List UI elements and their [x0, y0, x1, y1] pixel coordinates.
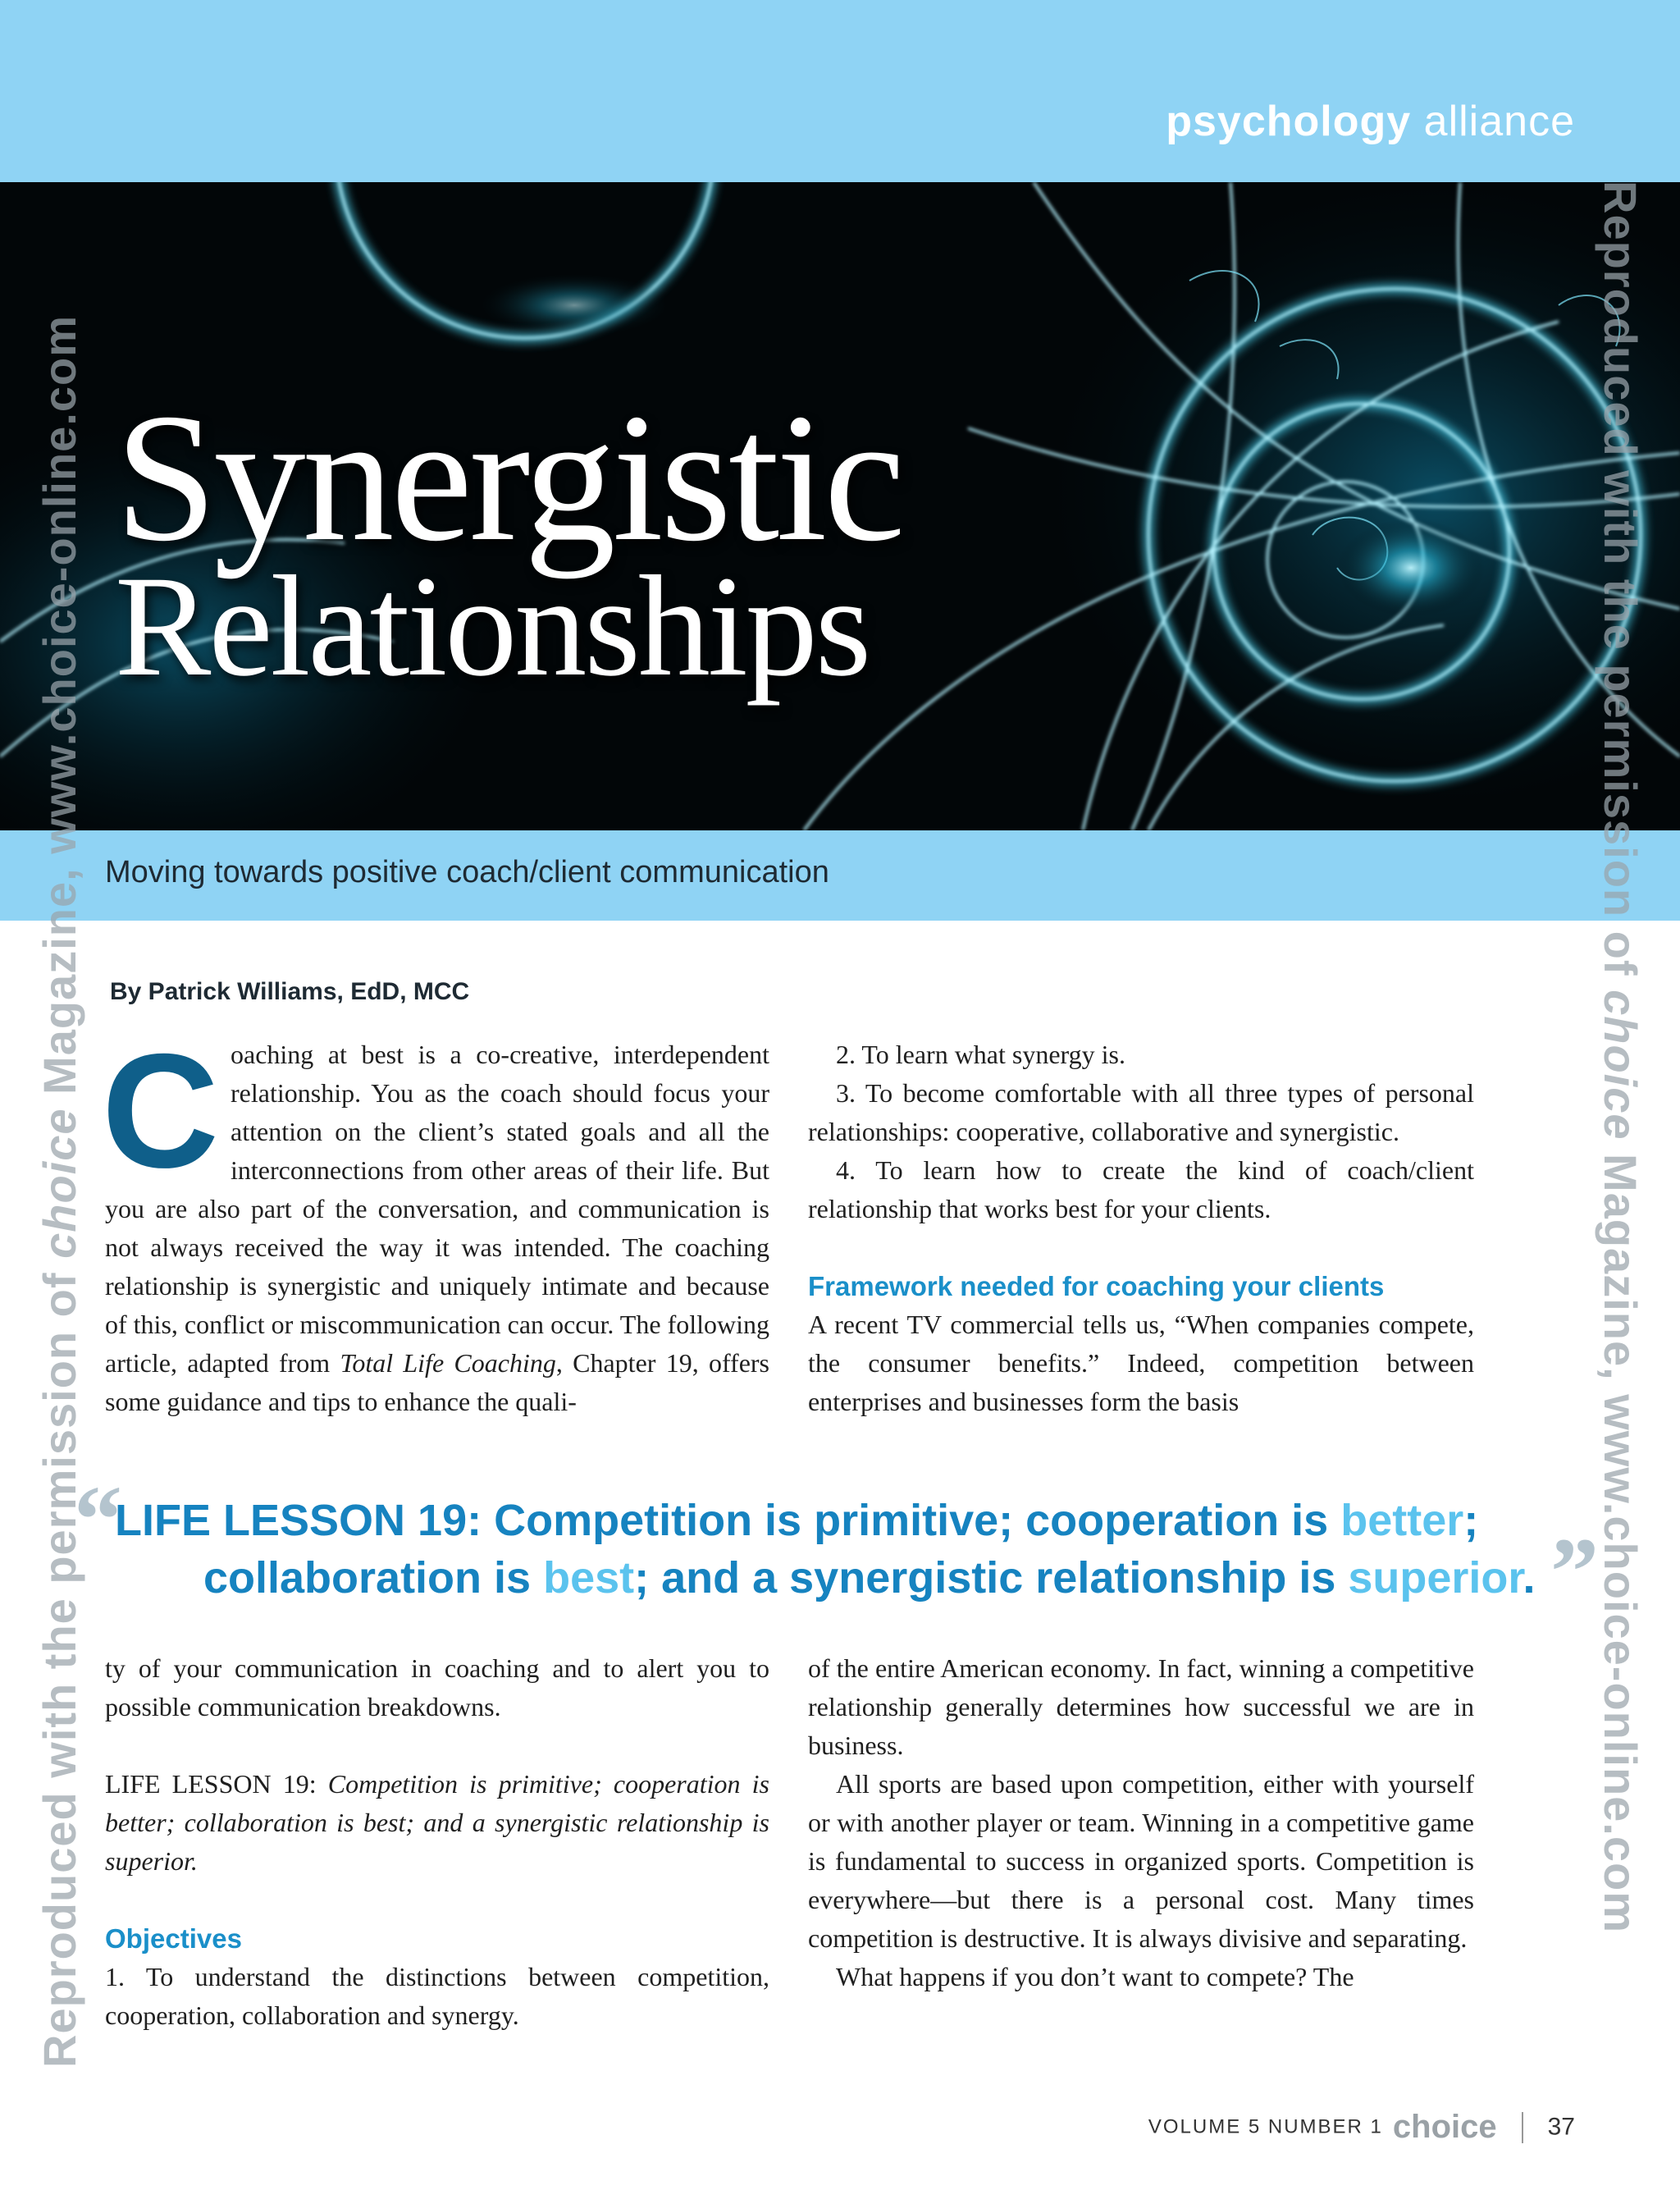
page-number: 37: [1547, 2113, 1575, 2141]
objective-1: 1. To understand the distinctions between competition, cooperation, collaboration and synergy.: [105, 1962, 769, 2030]
watermark-left-em: choice: [34, 1108, 85, 1259]
watermark-left-pre: Reproduced with the permission of: [34, 1258, 85, 2068]
pull-quote-line-1: [115, 1495, 1478, 1546]
top-band: [0, 0, 1680, 182]
spacer: [808, 1228, 1474, 1267]
page-footer: [1148, 2109, 1575, 2146]
pull-quote-p1: Competition is primitive; cooperation is: [482, 1496, 1341, 1545]
pull-quote-p5: .: [1522, 1553, 1536, 1602]
objective-2: 2. To learn what synergy is.: [836, 1040, 1125, 1069]
pull-quote-p4: ; and a synergistic relationship is: [634, 1553, 1349, 1602]
pull-quote: [74, 1465, 1632, 1626]
article-subtitle: Moving towards positive coach/client communication: [105, 855, 829, 889]
life-lesson-italic: Competition is primitive; cooperation is better; collaboration is best; and a synergistic relationship is superior.: [105, 1769, 770, 1876]
section-label-bold: psychology: [1166, 98, 1412, 145]
volume-label: VOLUME 5 NUMBER 1: [1148, 2115, 1383, 2138]
watermark-right-post: Magazine, www.choice-online.com: [1595, 1140, 1646, 1934]
article-title: [115, 376, 902, 706]
pull-quote-lead: LIFE LESSON 19:: [115, 1496, 482, 1545]
pull-quote-line-2: [203, 1552, 1535, 1603]
open-quote-mark: “: [74, 1465, 122, 1573]
intro-text-pre: oaching at best is a co-creative, interdependent relationship. You as the coach should focus your attention on the client’s stated goals and all the interconnections from other areas of their life. But you are also part of the conversation, and communication is not always received the way it was intended. The coaching relationship is synergistic and uniquely intimate and because of this, conflict or miscommunication can occur. The following article, adapted from: [105, 1040, 769, 1378]
subhead-objectives: Objectives: [105, 1923, 242, 1954]
intro-continuation: ty of your communication in coaching and to alert you to possible communication breakdowns.: [105, 1653, 769, 1721]
compete-paragraph: What happens if you don’t want to compete? The: [836, 1962, 1354, 1991]
watermark-left: [33, 315, 86, 2068]
spacer: [105, 1726, 769, 1765]
section-label: [1166, 97, 1575, 146]
economy-paragraph: of the entire American economy. In fact, winning a competitive relationship generally determines how successful we are in business.: [808, 1653, 1474, 1760]
drop-cap: C: [102, 1020, 219, 1201]
title-line-2: Relationships: [115, 546, 870, 706]
intro-paragraph: [102, 1020, 770, 1421]
watermark-left-post: Magazine, www.choice-online.com: [34, 314, 85, 1109]
section-label-rest: alliance: [1411, 98, 1575, 145]
watermark-right-pre: Reproduced with the permission of: [1595, 181, 1646, 990]
watermark-right: [1594, 181, 1647, 1933]
pull-quote-p2: ;: [1463, 1496, 1479, 1545]
byline: By Patrick Williams, EdD, MCC: [110, 978, 470, 1005]
intro-text-post: , Chapter 19, offers some guidance and tips to enhance the quali-: [105, 1348, 770, 1416]
column-right-bottom: [808, 1649, 1474, 1996]
pull-quote-superior: superior: [1348, 1553, 1523, 1602]
framework-paragraph: A recent TV commercial tells us, “When companies compete, the consumer benefits.” Indeed, competition between enterprises and businesses form the basis: [808, 1310, 1474, 1416]
magazine-brand: choice: [1392, 2109, 1497, 2145]
life-lesson-text: [105, 1765, 769, 1881]
close-quote-mark: ”: [1550, 1518, 1599, 1625]
footer-divider: [1522, 2112, 1523, 2143]
pull-quote-better: better: [1340, 1496, 1464, 1545]
column-left-bottom: [105, 1649, 769, 2035]
subhead-framework: Framework needed for coaching your clients: [808, 1271, 1385, 1301]
column-left-top: [102, 1020, 770, 1421]
watermark-right-em: choice: [1595, 990, 1646, 1141]
objective-3: 3. To become comfortable with all three types of personal relationships: cooperative, collaborative and synergistic.: [808, 1078, 1474, 1146]
objective-4: 4. To learn how to create the kind of coach/client relationship that works best for your clients.: [808, 1155, 1474, 1223]
spacer: [105, 1881, 769, 1919]
pull-quote-best: best: [543, 1553, 635, 1602]
life-lesson-lead: LIFE LESSON 19:: [105, 1769, 328, 1799]
pull-quote-p3: collaboration is: [203, 1553, 544, 1602]
title-line-1: Synergistic: [115, 376, 902, 579]
sports-paragraph: All sports are based upon competition, either with yourself or with another player or team. Winning in a competitive game is fundamental to success in organized sports. Competition is everywhere—but there is a personal cost. Many times competition is destructive. It is always divisive and separating.: [808, 1769, 1474, 1953]
book-title: Total Life Coaching: [340, 1348, 556, 1378]
column-right-top: [808, 1036, 1474, 1421]
